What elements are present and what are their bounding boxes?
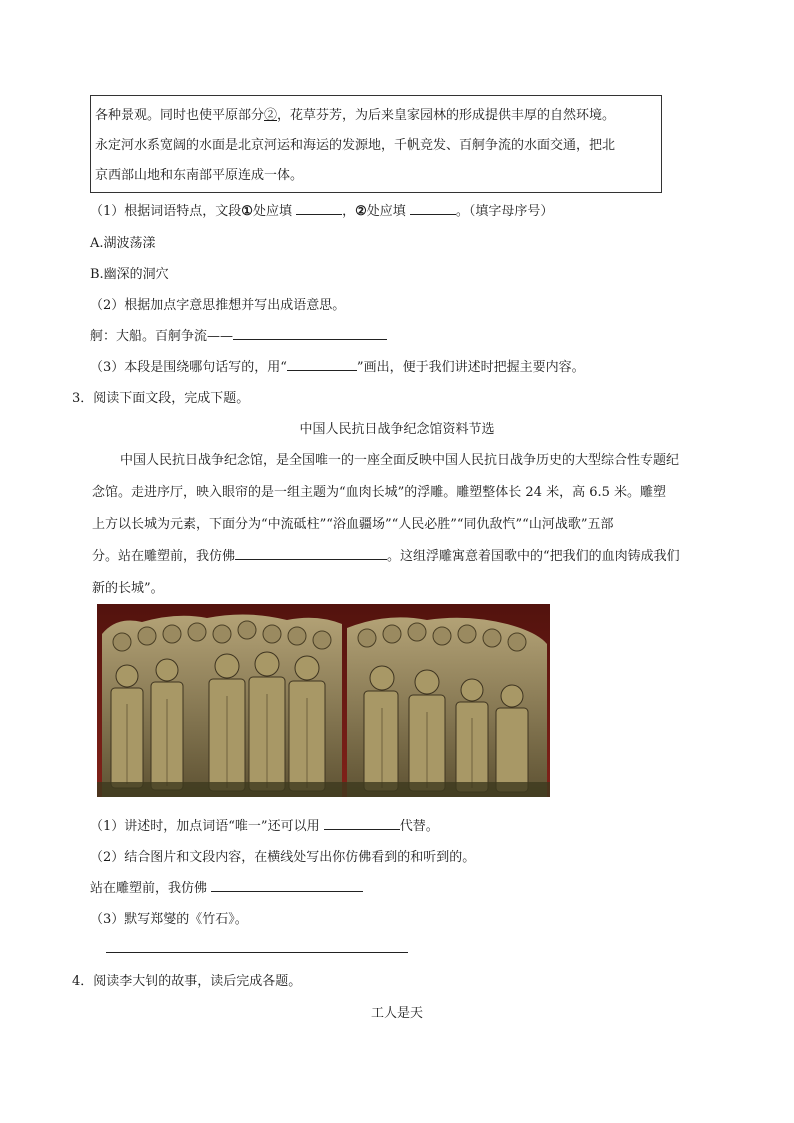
answer-blank-1[interactable] [296,202,342,215]
excerpt-line-3: 京西部山地和东南部平原连成一体。 [95,168,304,183]
answer-blank-weiyi[interactable] [324,817,400,830]
q3-paragraph-line-3: 上方以长城为元素，下面分为“中流砥柱”“浴血疆场”“人民必胜”“同仇敌忾”“山河战歌”五部 [92,517,614,532]
q3-paragraph-line-2: 念馆。走进序厅，映入眼帘的是一组主题为“血肉长城”的浮雕。雕塑整体长 24 米，高 6.5 米。雕塑 [92,485,667,500]
answer-blank-fangfu[interactable] [211,879,363,892]
option-b: B.幽深的洞穴 [90,267,169,282]
q2-ge-line: 舸：大船。百舸争流—— [90,325,387,344]
q4-title: 工人是天 [370,1006,423,1021]
q3-paragraph-line-4: 分。站在雕塑前，我仿佛 。这组浮雕寓意着国歌中的“把我们的血肉铸成我们 [92,549,680,564]
q3-paragraph-line-1: 中国人民抗日战争纪念馆，是全国唯一的一座全面反映中国人民抗日战争历史的大型综合性专题纪 [120,453,680,468]
q3-header: 3．阅读下面文段，完成下题。 [72,391,250,406]
q2-sub3: （3）本段是围绕哪句话写的，用“ ”画出，便于我们讲述时把握主要内容。 [90,360,585,375]
q3-sub2: （2）结合图片和文段内容，在横线处写出你仿佛看到的和听到的。 [90,850,476,865]
answer-blank-2[interactable] [410,202,456,215]
q2-sub2: （2）根据加点字意思推想并写出成语意思。 [90,298,346,313]
answer-blank-ge[interactable] [233,327,387,340]
q3-sub2-line: 站在雕塑前，我仿佛 [90,877,363,896]
q3-sub3: （3）默写郑燮的《竹石》。 [90,912,248,927]
option-a: A.湖波荡漾 [90,236,156,251]
q3-sub1: （1）讲述时，加点词语“唯一”还可以用 代替。 [90,819,439,834]
answer-blank-zhushi[interactable] [106,942,408,953]
q3-paragraph-line-5: 新的长城”。 [92,581,164,596]
q3-title: 中国人民抗日战争纪念馆资料节选 [299,422,495,437]
relief-sculpture-photo [97,604,550,797]
relief-sculpture-image [97,604,550,797]
q4-header: 4．阅读李大钊的故事，读后完成各题。 [72,974,302,989]
answer-blank-paragraph[interactable] [235,547,387,560]
circled-number-2: ② [264,108,278,123]
excerpt-box [90,95,662,193]
excerpt-line-2: 永定河水系宽阔的水面是北京河运和海运的发源地，千帆竞发、百舸争流的水面交通，把北 [95,138,616,153]
q2-sub1: （1）根据词语特点，文段①处应填 ，②处应填 。（填字母序号） [90,204,554,219]
excerpt-line-1: 各种景观。同时也使平原部分②，花草芬芳，为后来皇家园林的形成提供丰厚的自然环境。 [95,108,616,123]
answer-blank-sub3[interactable] [287,358,357,371]
